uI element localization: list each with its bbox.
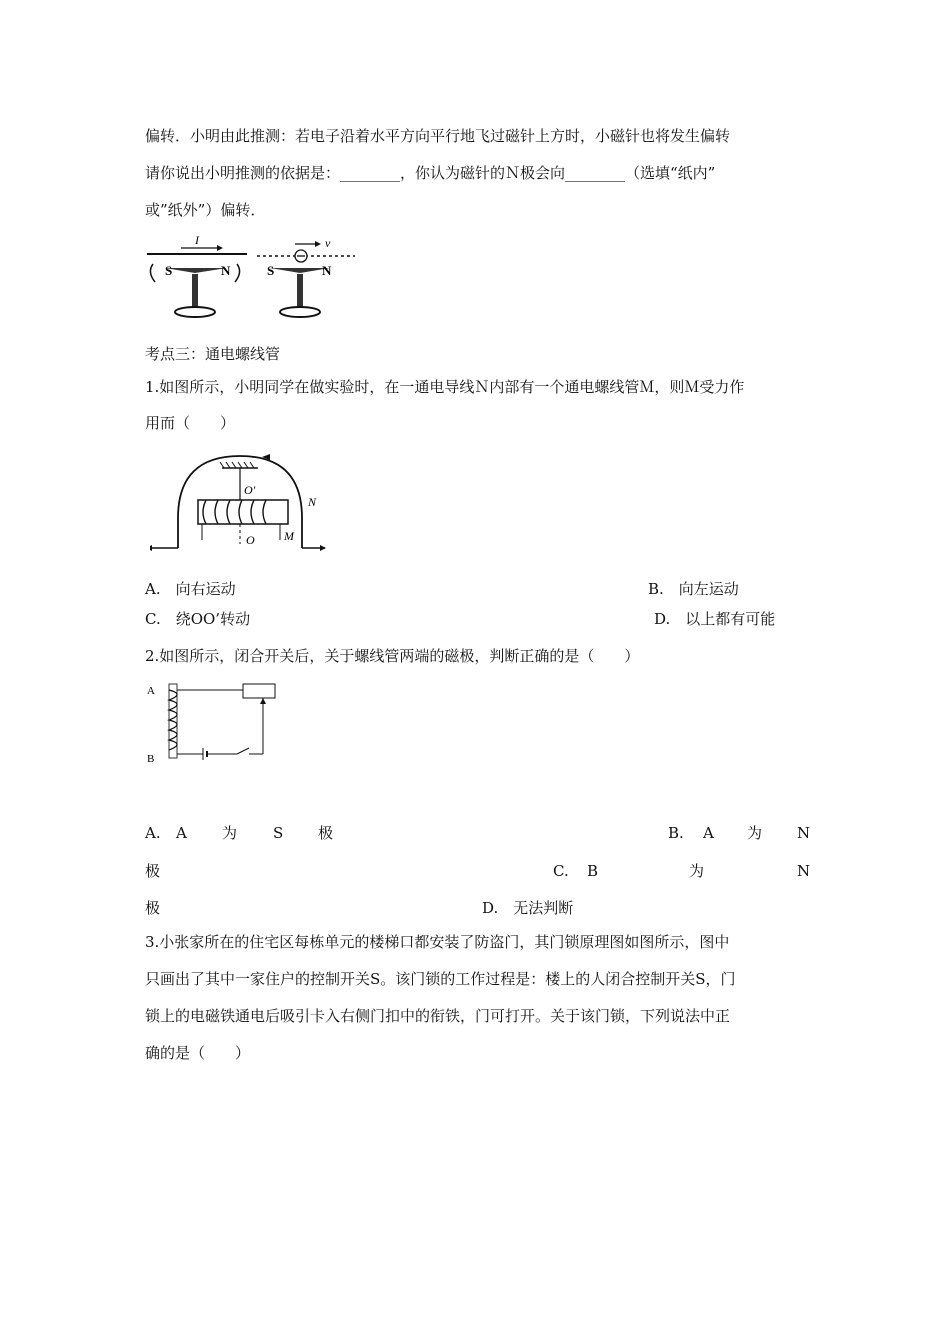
- q2-stem: 2.如图所示，闭合开关后，关于螺线管两端的磁极，判断正确的是（ ）: [145, 647, 640, 665]
- q2-option-b-ji: 极: [145, 862, 161, 880]
- o-label: O: [246, 533, 255, 547]
- q3-line-1: 3.小张家所在的住宅区每栋单元的楼梯口都安装了防盗门，其门锁原理图如图所示，图中: [145, 933, 730, 951]
- q2-option-b-is: 为: [747, 824, 763, 842]
- q1-option-d[interactable]: D. 以上都有可能: [654, 610, 776, 628]
- coil-end-a-label: A: [147, 685, 155, 697]
- coil-end-b-label: B: [147, 753, 155, 765]
- q2-option-b-letter: A: [703, 824, 714, 842]
- q1-line-1: 1.如图所示，小明同学在做实验时，在一通电导线Ｎ内部有一个通电螺线管Ｍ，则Ｍ受力作: [145, 378, 745, 396]
- solenoid-wire-figure: [150, 448, 330, 556]
- q1-option-a[interactable]: A. 向右运动: [145, 580, 236, 598]
- q3-line-2: 只画出了其中一家住户的控制开关S。该门锁的工作过程是：楼上的人闭合控制开关S，门: [145, 970, 736, 988]
- q1-option-b[interactable]: B. 向左运动: [648, 580, 739, 598]
- s-label-left: S: [165, 263, 173, 278]
- q2-option-a-prefix[interactable]: A.: [145, 824, 161, 842]
- o-prime-label: O': [244, 483, 256, 497]
- n-label-right: N: [322, 263, 332, 278]
- n-label-left: N: [221, 263, 231, 278]
- q1-line-2: 用而（ ）: [145, 414, 236, 432]
- q2-option-b-pole: N: [797, 824, 811, 842]
- coil-circuit-figure: [145, 680, 285, 766]
- q2-option-c-is: 为: [689, 862, 705, 880]
- q2-option-c-letter: B: [587, 862, 599, 880]
- intro-line-3: 或”纸外”）偏转．: [145, 201, 266, 219]
- q2-option-c-pole: N: [797, 862, 811, 880]
- q2-option-c-prefix[interactable]: C.: [553, 862, 569, 880]
- q2-option-a-pole: S: [273, 824, 284, 842]
- q2-option-a-letter: A: [176, 824, 187, 842]
- q2-option-b-prefix[interactable]: B.: [668, 824, 684, 842]
- q2-option-a-ji: 极: [318, 824, 334, 842]
- q2-option-a-is: 为: [222, 824, 238, 842]
- m-label: M: [284, 529, 294, 543]
- q1-option-c[interactable]: C. 绕OO’转动: [145, 610, 251, 628]
- q3-line-4: 确的是（ ）: [145, 1044, 251, 1062]
- velocity-label: v: [325, 236, 331, 250]
- q2-option-d[interactable]: D. 无法判断: [482, 899, 574, 917]
- intro-line-2: 请你说出小明推测的依据是：________，你认为磁针的Ｎ极会向________（选填“纸内”: [145, 164, 716, 182]
- current-label: I: [195, 233, 199, 247]
- q3-line-3: 锁上的电磁铁通电后吸引卡入右侧门扣中的衔铁，门可打开。关于该门锁，下列说法中正: [145, 1007, 731, 1025]
- s-label-right: S: [267, 263, 275, 278]
- intro-line-1: 偏转．小明由此推测：若电子沿着水平方向平行地飞过磁针上方时，小磁针也将发生偏转: [145, 127, 731, 145]
- section-title: 考点三：通电螺线管: [145, 345, 281, 363]
- compass-needle-figure: [145, 230, 355, 322]
- q2-option-c-ji: 极: [145, 899, 161, 917]
- n-wire-label: N: [308, 495, 317, 509]
